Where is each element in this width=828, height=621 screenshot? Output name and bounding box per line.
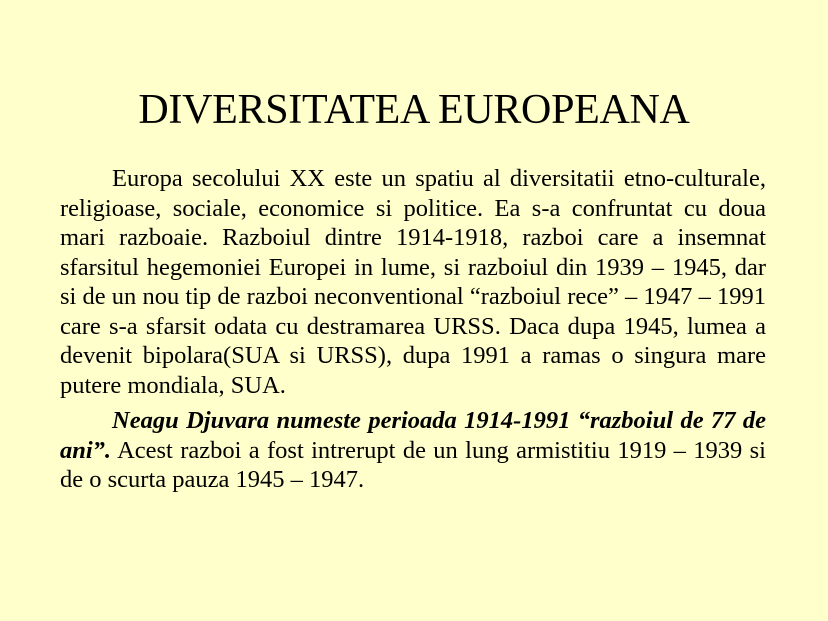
slide-title: DIVERSITATEA EUROPEANA	[138, 87, 690, 133]
armistice-text: Acest razboi a fost intrerupt de un lung armistitiu 1919 – 1939 si de o scurta pauza 1945 – 1947.	[60, 436, 766, 493]
paragraph-djuvara	[60, 406, 766, 495]
paragraph-diversity: Europa secolului XX este un spatiu al diversitatii etno-culturale, religioase, sociale, economice si politice. Ea s-a confruntat cu doua mari razboaie. Razboiul dintre 1914-1918, razboi care a insemnat sfarsitul hegemoniei Europei in lume, si razboiul din 1939 – 1945, dar si de un nou tip de razboi neconventional “razboiul rece” – 1947 – 1991 care s-a sfarsit odata cu destramarea URSS. Daca dupa 1945, lumea a devenit bipolara(SUA si URSS), dupa 1991 a ramas o singura mare putere mondiala, SUA.	[60, 165, 766, 399]
djuvara-quote: Neagu Djuvara numeste perioada 1914-1991 “razboiul de 77 de ani”.	[60, 407, 766, 464]
slide-body	[60, 164, 766, 495]
